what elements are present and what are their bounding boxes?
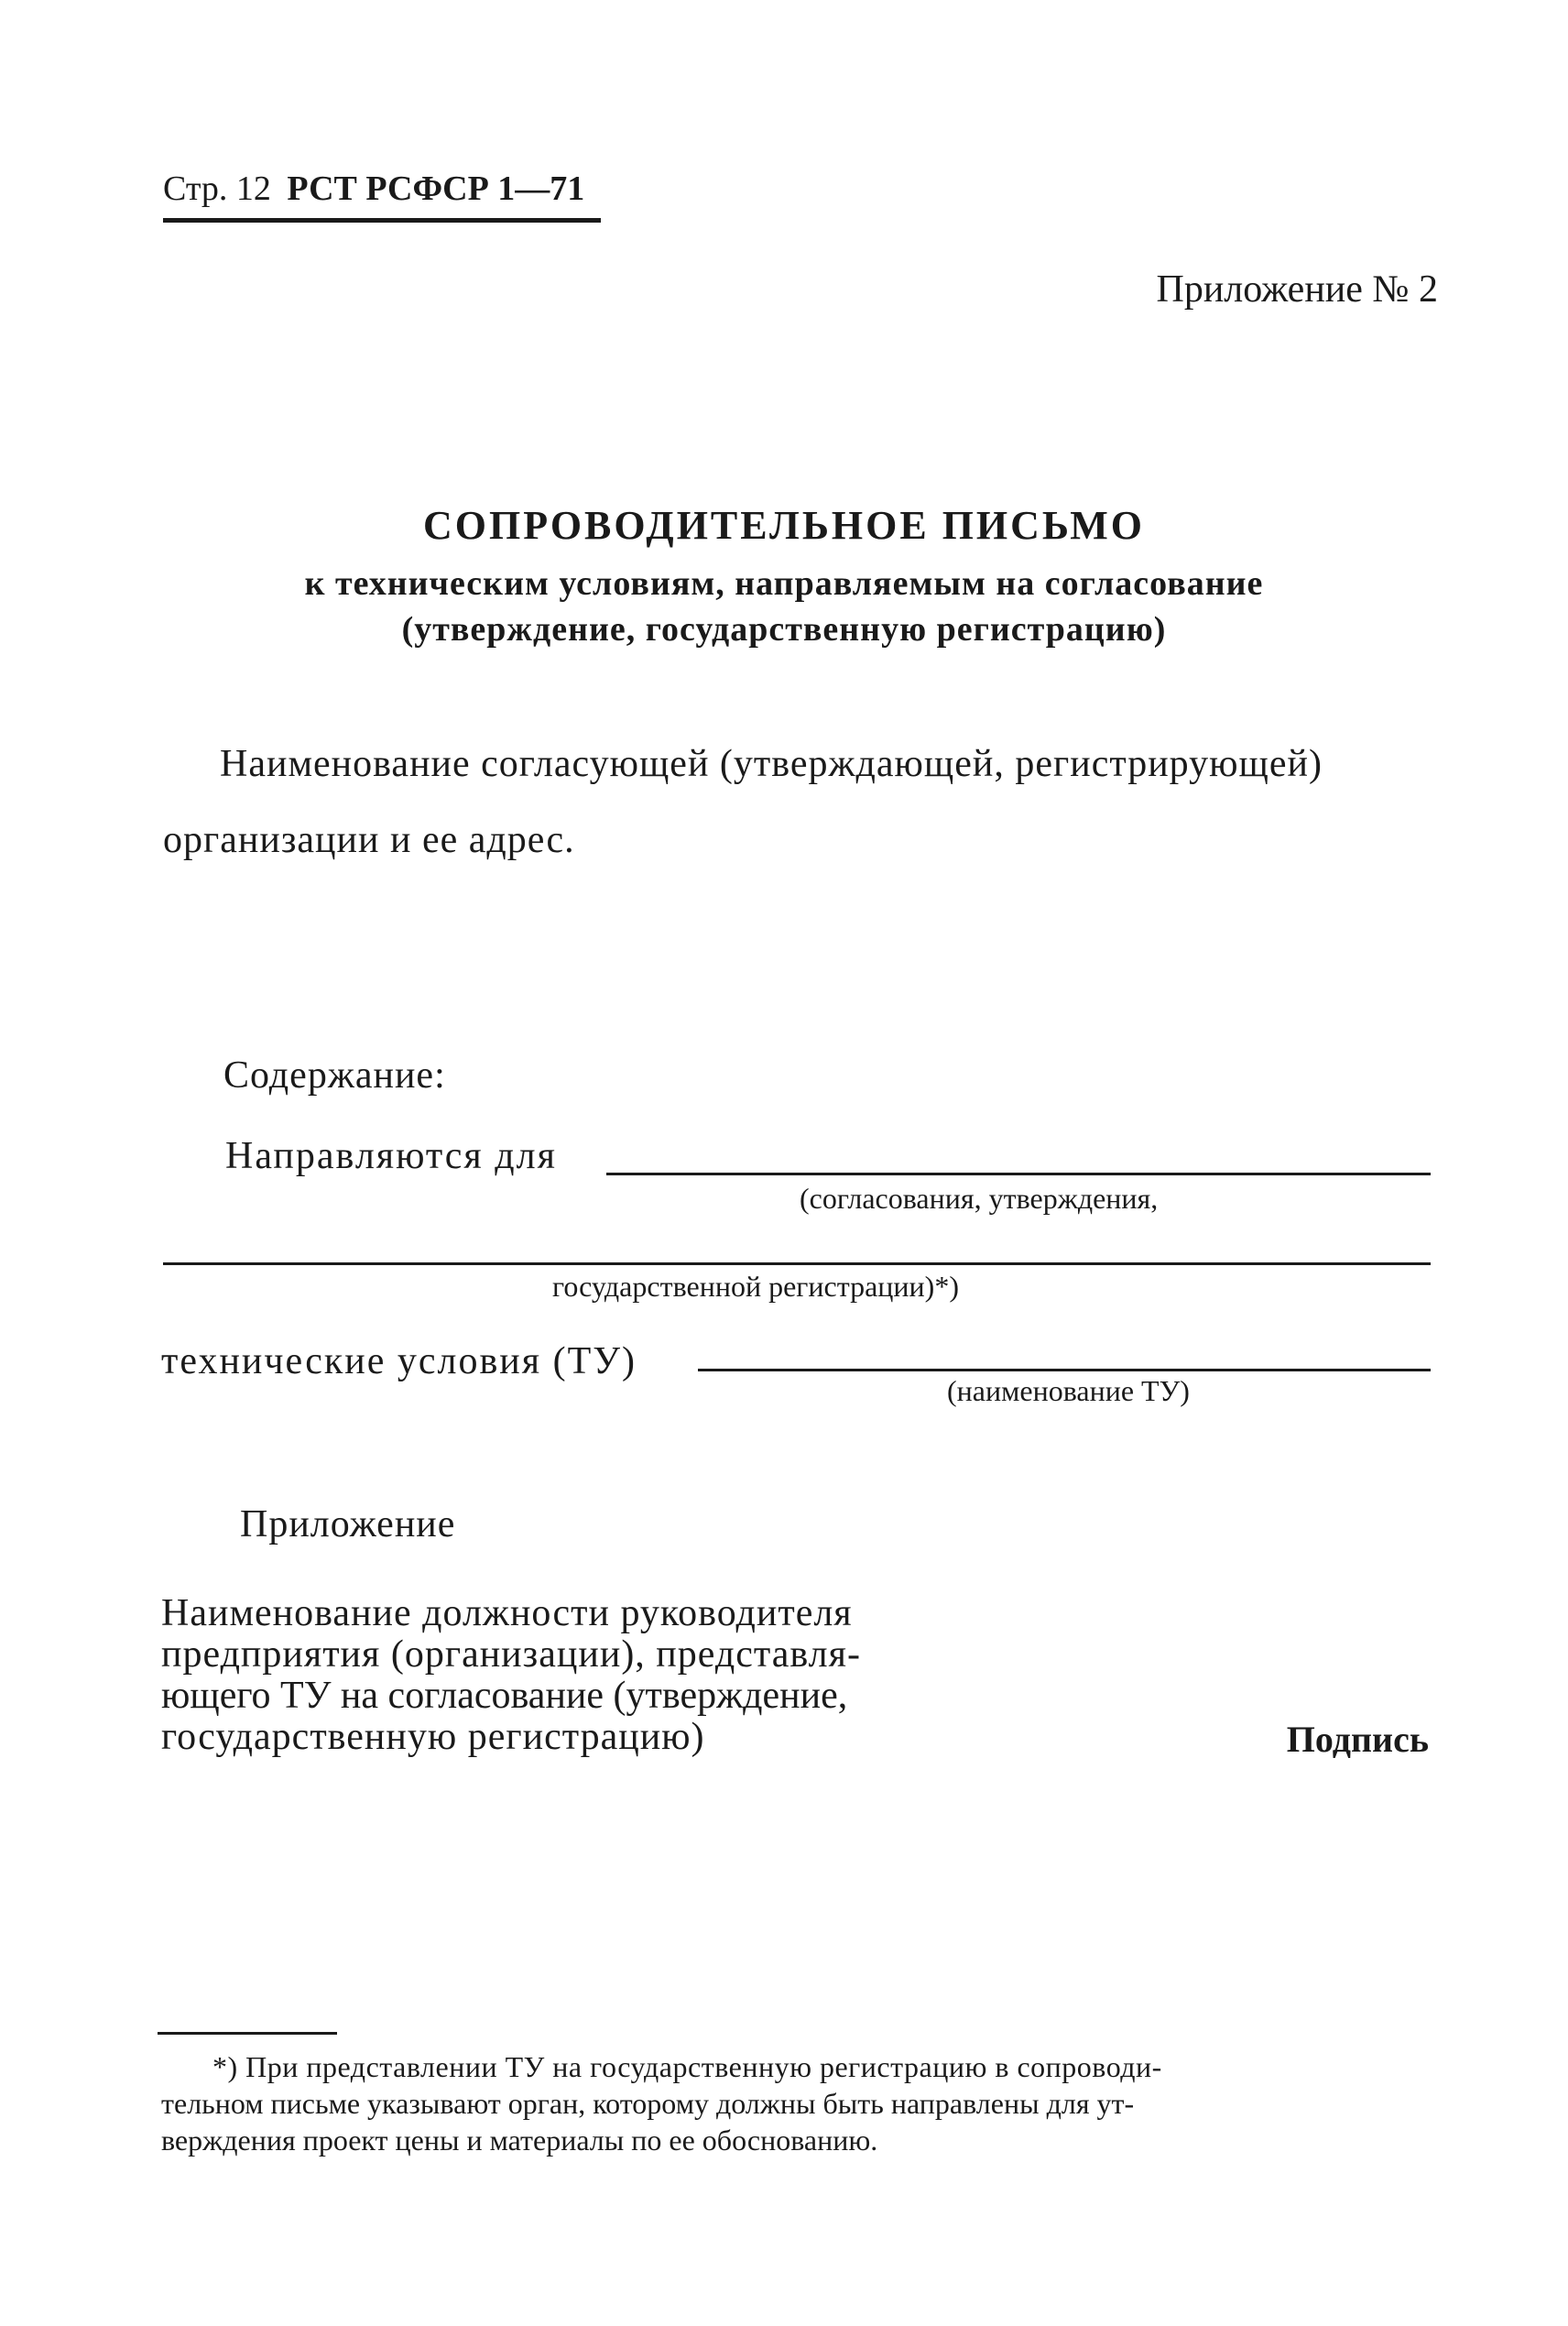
addressee-line-2: организации и ее адрес. xyxy=(163,819,575,861)
signature-label: Подпись xyxy=(1286,1719,1429,1760)
directed-fill-line xyxy=(606,1173,1431,1175)
position-line-4: государственную регистрацию) xyxy=(161,1716,705,1758)
attachment-label: Приложение xyxy=(240,1503,456,1545)
directed-caption-1: (согласования, утверждения, xyxy=(800,1182,1159,1215)
header-rule xyxy=(163,218,601,223)
directed-caption-2: государственной регистрации)*) xyxy=(552,1270,959,1303)
position-line-2: предприятия (организации), представля- xyxy=(161,1633,861,1676)
tu-label: технические условия (ТУ) xyxy=(161,1340,637,1382)
standard-code: РСТ РСФСР 1—71 xyxy=(287,169,585,208)
position-line-3: ющего ТУ на согласование (утверждение, xyxy=(161,1675,848,1717)
addressee-line-1: Наименование согласующей (утверждающей, регистрирующей) xyxy=(220,743,1323,785)
appendix-label: Приложение № 2 xyxy=(1156,268,1438,311)
directed-label: Направляются для xyxy=(225,1135,557,1177)
footnote-line-3: верждения проект цены и материалы по ее обоснованию. xyxy=(161,2124,878,2157)
content-heading: Содержание: xyxy=(223,1054,446,1097)
document-title: СОПРОВОДИТЕЛЬНОЕ ПИСЬМО xyxy=(422,503,1146,548)
running-header xyxy=(163,169,584,209)
footnote-line-2: тельном письме указывают орган, которому должны быть направлены для ут- xyxy=(161,2087,1135,2120)
page-label: Стр. 12 xyxy=(163,169,271,208)
title-subline-1: к техническим условиям, направляемым на согласование xyxy=(304,564,1264,603)
registration-fill-line xyxy=(163,1262,1431,1265)
title-subline-2: (утверждение, государственную регистрацию) xyxy=(401,610,1167,649)
footnote-rule xyxy=(158,2032,337,2035)
footnote-line-1: *) При представлении ТУ на государственную регистрацию в сопроводи- xyxy=(212,2050,1162,2083)
position-line-1: Наименование должности руководителя xyxy=(161,1592,853,1634)
tu-caption: (наименование ТУ) xyxy=(947,1374,1190,1407)
tu-fill-line xyxy=(698,1369,1431,1371)
